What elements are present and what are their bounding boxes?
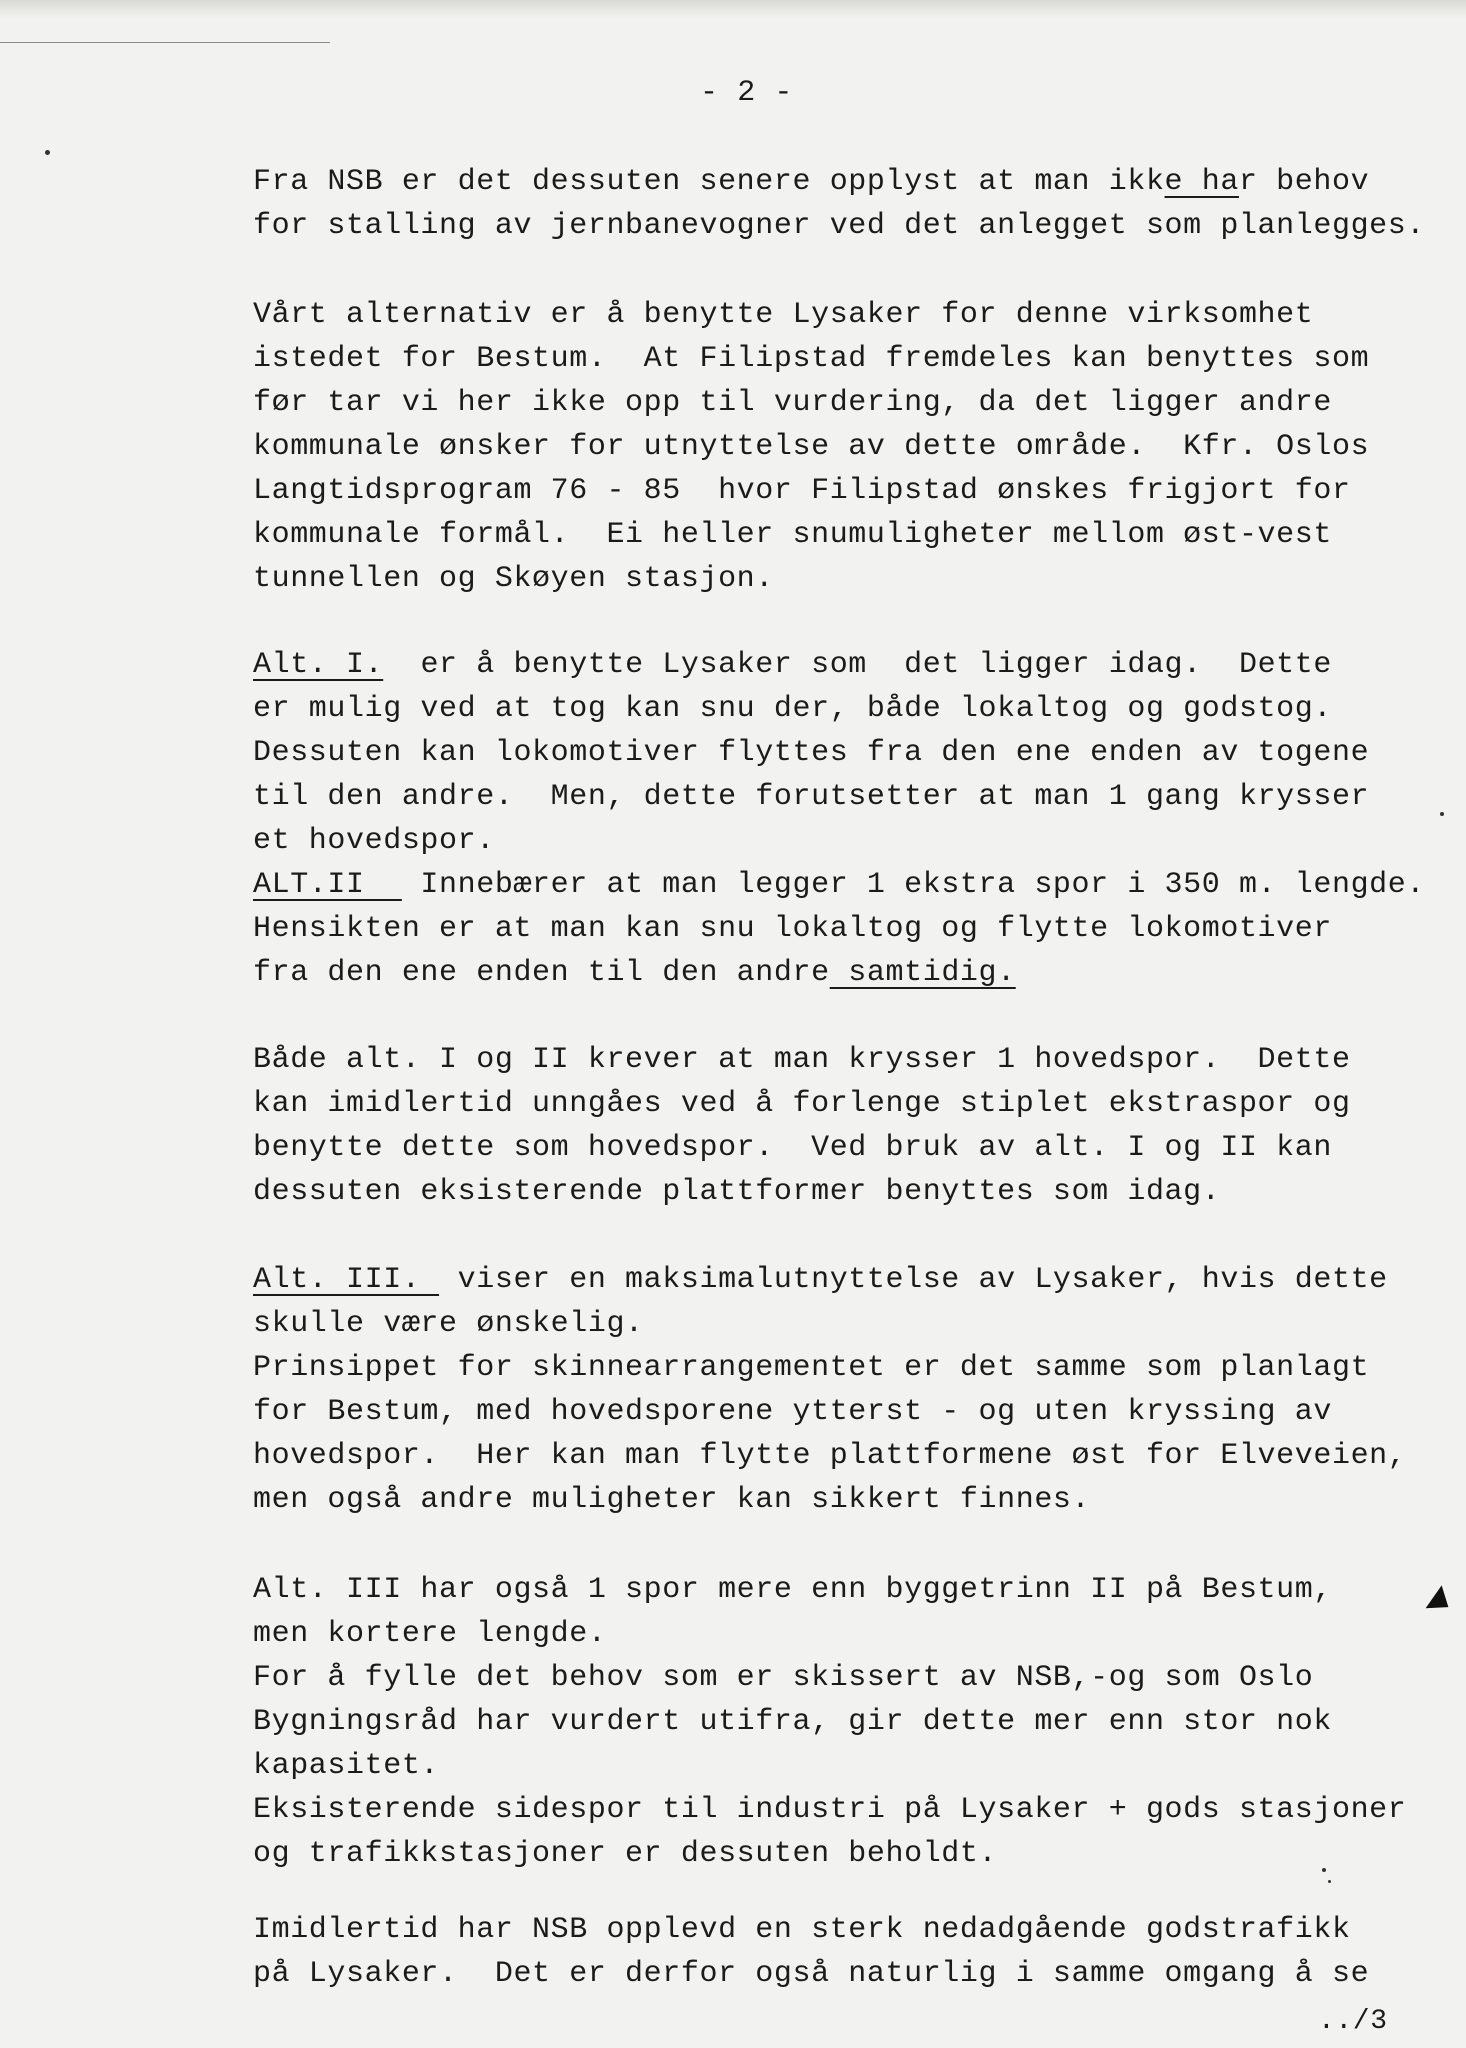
text-line: For å fylle det behov som er skissert av NSB,-og som Oslo [253,1661,1314,1695]
scan-speck [45,150,50,155]
text-line: er mulig ved at tog kan snu der, både lokaltog og godstog. [253,692,1332,726]
text-line: og trafikkstasjoner er dessuten beholdt. [253,1837,998,1871]
underlined-text: ALT.II [253,868,402,902]
text-line: skulle være ønskelig. [253,1307,644,1341]
text-line: istedet for Bestum. At Filipstad fremdeles kan benyttes som [253,342,1370,376]
page-number: - 2 - [700,76,794,110]
scan-top-edge [0,0,1466,18]
text-line: Prinsippet for skinnearrangementet er det samme som planlagt [253,1351,1370,1385]
page-continuation: ../3 [1318,2006,1388,2037]
page-edge-mark [1426,1585,1457,1618]
text-line: Imidlertid har NSB opplevd en sterk nedadgående godstrafikk [253,1913,1351,1947]
text-line: for Bestum, med hovedsporene ytterst - og uten kryssing av [253,1395,1332,1429]
text-line: Langtidsprogram 76 - 85 hvor Filipstad ønskes frigjort for [253,474,1351,508]
scan-speck [1328,1880,1331,1883]
text-line: kommunale ønsker for utnyttelse av dette område. Kfr. Oslos [253,430,1370,464]
text-line: Alt. III. viser en maksimalutnyttelse av Lysaker, hvis dette [253,1263,1388,1297]
text-line: på Lysaker. Det er derfor også naturlig i samme omgang å se [253,1957,1370,1991]
text-line: men kortere lengde. [253,1617,607,1651]
text-line: kapasitet. [253,1749,440,1783]
scan-artifact-line [0,42,330,43]
underlined-text: Alt. III. [253,1263,440,1297]
text-line: kommunale formål. Ei heller snumuligheter mellom øst-vest [253,518,1332,552]
text-line: for stalling av jernbanevogner ved det anlegget som planlegges. [253,209,1425,243]
scan-speck [1440,812,1444,816]
text-line: kan imidlertid unngåes ved å forlenge stiplet ekstraspor og [253,1087,1351,1121]
underlined-text: samtidig. [829,956,1016,990]
text-line: Både alt. I og II krever at man krysser 1 hovedspor. Dette [253,1043,1351,1077]
text-line: ALT.II Innebærer at man legger 1 ekstra spor i 350 m. lengde. [253,868,1425,902]
text-line: Hensikten er at man kan snu lokaltog og flytte lokomotiver [253,912,1332,946]
underlined-text: Alt. I. [253,648,384,682]
text-line: Alt. III har også 1 spor mere enn byggetrinn II på Bestum, [253,1573,1332,1607]
text-line: fra den ene enden til den andre samtidig. [253,956,1016,990]
text-line: Bygningsråd har vurdert utifra, gir dette mer enn stor nok [253,1705,1332,1739]
text-line: et hovedspor. [253,824,495,858]
text-line: benytte dette som hovedspor. Ved bruk av alt. I og II kan [253,1131,1332,1165]
text-line: Alt. I. er å benytte Lysaker som det ligger idag. Dette [253,648,1332,682]
text-line: tunnellen og Skøyen stasjon. [253,562,774,596]
text-line: før tar vi her ikke opp til vurdering, da det ligger andre [253,386,1332,420]
underlined-text: e ha [1164,165,1239,199]
text-line: Vårt alternativ er å benytte Lysaker for denne virksomhet [253,298,1314,332]
text-line: Eksisterende sidespor til industri på Lysaker + gods stasjoner [253,1793,1407,1827]
text-line: dessuten eksisterende plattformer benyttes som idag. [253,1175,1221,1209]
text-line: men også andre muligheter kan sikkert finnes. [253,1483,1091,1517]
text-line: til den andre. Men, dette forutsetter at man 1 gang krysser [253,780,1370,814]
text-line: hovedspor. Her kan man flytte plattformene øst for Elveveien, [253,1439,1407,1473]
text-line: Dessuten kan lokomotiver flyttes fra den ene enden av togene [253,736,1370,770]
scan-speck [1322,1868,1326,1872]
text-line: Fra NSB er det dessuten senere opplyst at man ikke har behov [253,165,1370,199]
